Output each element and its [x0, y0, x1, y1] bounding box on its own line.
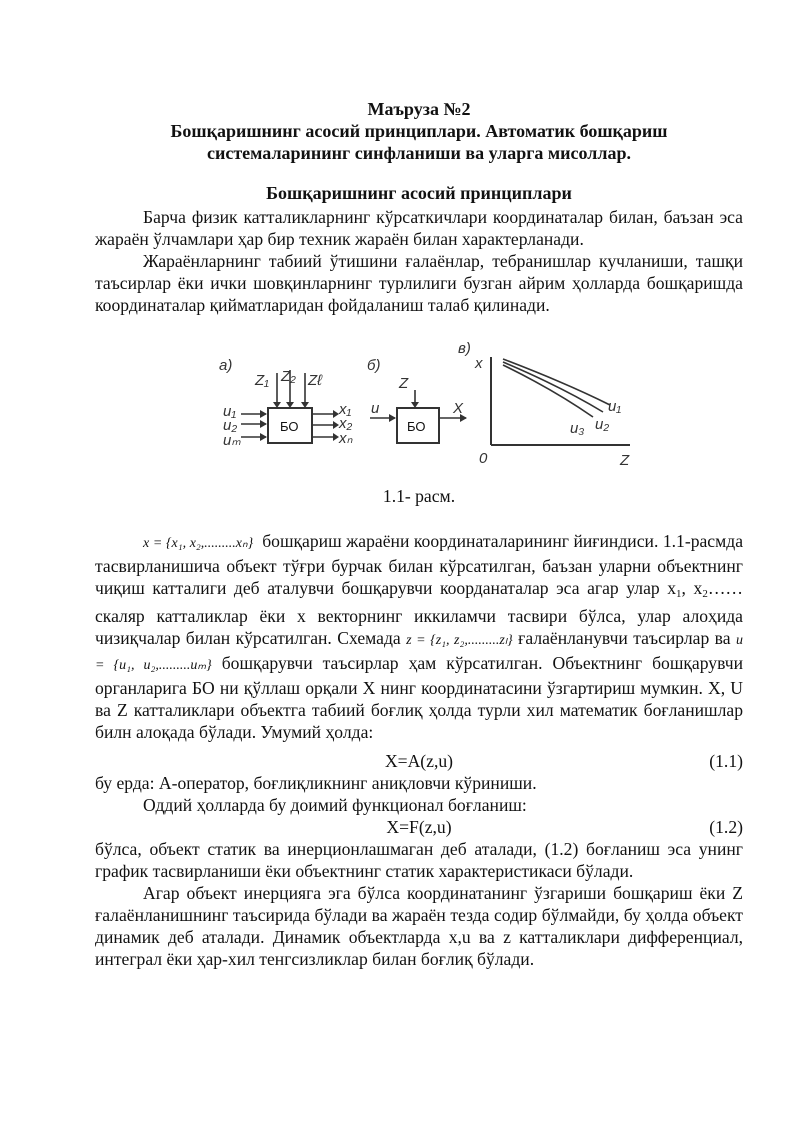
paragraph-5: Оддий ҳолларда бу доимий функционал боғланиш: — [143, 795, 527, 815]
section-heading: Бошқаришнинг асосий принциплари — [266, 183, 572, 203]
subscript-1: 1 — [676, 588, 682, 600]
equation-1-2-formula: X=F(z,u) — [386, 817, 452, 837]
paragraph-3-part-d: ғалаёнланувчи таъсирлар ва — [518, 628, 731, 648]
formula-z-set: z = {z₁, z₂,.........zₗ} — [406, 633, 513, 648]
paragraph-3-part-e: бошқарувчи таъсирлар ҳам кўрсатилган. Объектнинг бошқарувчи органларига БО ни қўллаш орқали X нинг координатасини ўзгартириш мумкин. X, U ва Z катталиклари объектга табиий боғлиқ ҳолда турли хил математик боғланишлар билн алоқада бўлади. Умумий ҳолда: — [95, 653, 743, 742]
subscript-2: 2 — [702, 588, 708, 600]
axis-z-label: Z — [620, 452, 630, 469]
bo-label-b: БО — [407, 419, 426, 434]
z-label: Z — [399, 375, 409, 392]
paragraph-2: Жараёнларнинг табиий ўтишини ғалаёнлар, тебранишлар кучланиши, ташқи таъсирлар ёки ички шовқинларнинг турлилиги бузган айрим ҳолларда бошқаришда координаталар қийматларидан фойдаланиш талаб қилинади. — [95, 251, 743, 315]
panel-c-label: в) — [458, 340, 471, 357]
x2-label: x₂ — [339, 415, 353, 432]
formula-x-set: x = {x₁, x₂,.........xₙ} — [143, 536, 254, 551]
lecture-subtitle-line1: Бошқаришнинг асосий принциплари. Автоматик бошқариш — [170, 121, 668, 141]
um-label: uₘ — [223, 432, 241, 449]
bo-label-a: БО — [280, 419, 299, 434]
paragraph-4: бу ерда: A-оператор, боғлиқликнинг аниқловчи кўриниши. — [95, 773, 537, 793]
paragraph-1: Барча физик катталикларнинг кўрсаткичлари координаталар билан, баъзан эса жараён ўлчамлари ҳар бир техник жараён билан характерланади. — [95, 207, 743, 249]
z1-label: Z₁ — [255, 372, 269, 389]
x1-label: x₁ — [339, 401, 352, 418]
paragraph-7: Агар объект инерцияга эга бўлса координатанинг ўзгариши бошқариш ёки Z ғалаёнланишнинг таъсирида бўлади ва жараён тезда содир бўлмайди, бу ҳолда объект динамик деб аталади. Динамик объектларда x,u ва z катталиклари дифференциал, интеграл ёки ҳар-хил тенгсизликлар билан боғлиқ бўлади. — [95, 883, 743, 969]
formula-u-set: u = {u₁, u₂,.........uₘ} — [95, 633, 743, 673]
axis-x-label: x — [475, 355, 483, 372]
equation-1-2-number: (1.2) — [709, 817, 743, 837]
paragraph-6: бўлса, объект статик ва инерционлашмаган деб аталади, (1.2) боғланиш эса унинг график тасвирланиши ёки объектнинг статик характеристикаси бўлади. — [95, 839, 743, 881]
figure-1-1 — [215, 335, 645, 475]
figure-caption: 1.1- расм. — [382, 486, 456, 506]
lecture-subtitle-line2: системаларининг синфланиши ва уларга мисоллар. — [206, 143, 632, 163]
equation-1-1-formula: X=A(z,u) — [384, 751, 454, 771]
u1-label: u₁ — [223, 403, 237, 420]
equation-1-2 — [95, 816, 743, 838]
u-label: u — [371, 400, 380, 417]
curve-u2-label: u₂ — [595, 416, 610, 433]
curve-u1-label: u₁ — [608, 398, 622, 415]
origin-label: 0 — [479, 450, 488, 467]
equation-1-1-number: (1.1) — [709, 751, 743, 771]
curve-u3-label: u₃ — [570, 420, 585, 437]
paragraph-3-part-b: , x — [681, 578, 703, 598]
paragraph-3-part-c: …… скаляр катталиклар ёки x векторнинг иккиламчи тасвири бўлса, улар алоҳида чизиқчалар билан кўрсатилган. Схемада — [95, 578, 743, 648]
paragraph-3 — [95, 530, 743, 743]
z2-label: Z₂ — [281, 368, 296, 385]
zl-label: Zℓ — [308, 372, 323, 389]
lecture-title: Маъруза №2 — [367, 99, 471, 119]
equation-1-1 — [95, 750, 743, 772]
panel-b-label: б) — [367, 357, 381, 374]
panel-a-label: а) — [219, 357, 233, 374]
u2-label: u₂ — [223, 417, 238, 434]
x-output-label: X — [453, 400, 464, 417]
paragraph-3-part-a: бошқариш жараёни координаталарининг йиғиндиси. 1.1-расмда тасвирланишича объект тўғри бурчак билан кўрсатилган, баъзан уларни объектнинг чиқиш катталиги деб аталувчи бошқарувчи коорданаталар эса агар улар x — [95, 531, 744, 598]
xn-label: xₙ — [339, 430, 353, 447]
